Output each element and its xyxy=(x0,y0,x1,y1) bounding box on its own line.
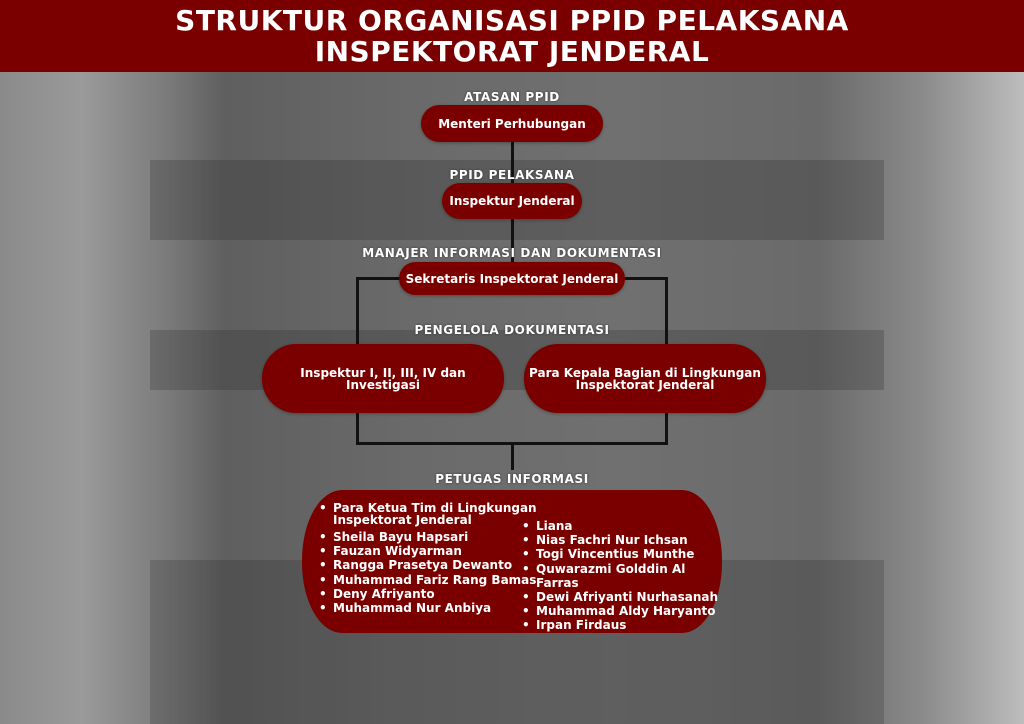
petugas-list-box xyxy=(302,490,722,633)
connector xyxy=(356,413,359,445)
first-item-line-2: Inspektorat Jenderal xyxy=(333,513,472,527)
label-atasan: ATASAN PPID xyxy=(464,90,560,104)
list-item: • Fauzan Widyarman xyxy=(319,544,537,558)
box-sekretaris: Sekretaris Inspektorat Jenderal xyxy=(399,262,625,295)
title-line-1: STRUKTUR ORGANISASI PPID PELAKSANA xyxy=(175,4,849,37)
kepala-bagian-line-2: Inspektorat Jenderal xyxy=(575,377,715,392)
petugas-right-column xyxy=(522,519,722,633)
box-inspektur-jenderal: Inspektur Jenderal xyxy=(442,183,582,219)
list-item: • Rangga Prasetya Dewanto xyxy=(319,558,537,572)
list-item: • Sheila Bayu Hapsari xyxy=(319,530,537,544)
box-inspektur-unit: Inspektur I, II, III, IV dan Investigasi xyxy=(262,344,504,413)
list-item: • Muhammad Aldy Haryanto xyxy=(522,604,722,618)
list-item: • Muhammad Fariz Rang Bamas xyxy=(319,573,537,587)
connector xyxy=(511,442,514,470)
list-item: • Nias Fachri Nur Ichsan xyxy=(522,533,722,547)
list-item: • Quwarazmi Golddin Al Farras xyxy=(522,562,722,590)
page-title xyxy=(0,0,1024,72)
connector xyxy=(665,413,668,445)
first-item-line-1: Para Ketua Tim di Lingkungan xyxy=(333,501,537,515)
background-building xyxy=(150,330,884,390)
list-item xyxy=(319,502,537,526)
box-menteri: Menteri Perhubungan xyxy=(421,105,603,142)
list-item: • Liana xyxy=(522,519,722,533)
kepala-bagian-line-1: Para Kepala Bagian di Lingkungan xyxy=(529,365,761,380)
connector xyxy=(624,277,668,280)
title-line-2: INSPEKTORAT JENDERAL xyxy=(314,35,710,68)
box-kepala-bagian xyxy=(524,344,766,413)
list-item: • Muhammad Nur Anbiya xyxy=(319,601,537,615)
list-item: • Irpan Firdaus xyxy=(522,618,722,632)
label-pengelola: PENGELOLA DOKUMENTASI xyxy=(414,323,610,337)
list-item: • Deny Afriyanto xyxy=(319,587,537,601)
petugas-left-column xyxy=(319,502,537,615)
label-manajer: MANAJER INFORMASI DAN DOKUMENTASI xyxy=(362,246,662,260)
connector xyxy=(356,277,400,280)
label-pelaksana: PPID PELAKSANA xyxy=(449,168,575,182)
label-petugas: PETUGAS INFORMASI xyxy=(435,472,589,486)
list-item: • Togi Vincentius Munthe xyxy=(522,547,722,561)
list-item: • Dewi Afriyanti Nurhasanah xyxy=(522,590,722,604)
